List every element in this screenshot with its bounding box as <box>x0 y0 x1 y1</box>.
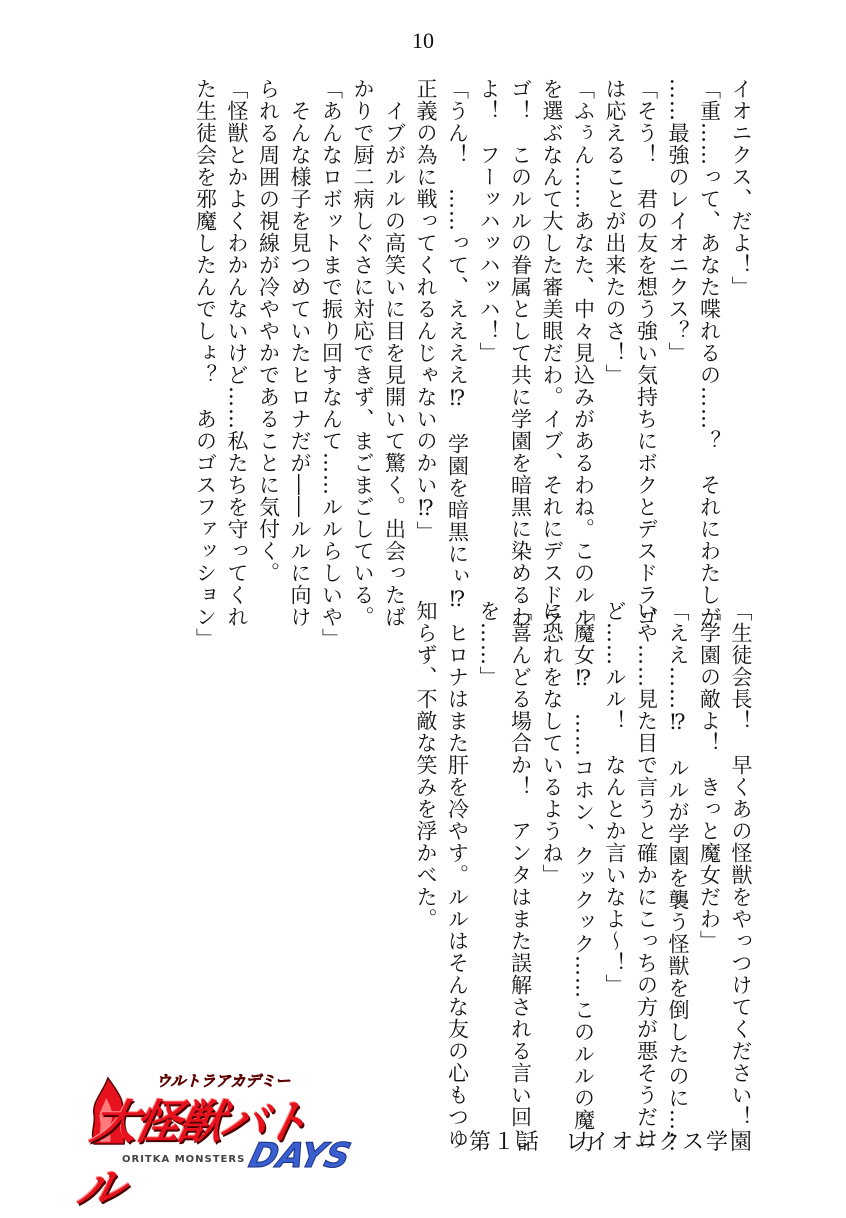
text-line: よ！ フーッハッハッハ！」 <box>477 78 501 364</box>
page-number: 10 <box>412 28 434 53</box>
logo-days-text: DAYS <box>245 1136 355 1176</box>
logo-main-text: 大怪獣バトル <box>72 1095 313 1215</box>
text-line: 「あんなロボットまで振り回すなんて……ルルらしいや」 <box>319 78 344 650</box>
text-line: は応えることが出来たのさ！」 <box>603 78 627 386</box>
text-line: 「生徒会長！ 早くあの怪獣をやっつけてください！」 <box>729 600 753 1150</box>
text-line: ゴ！ このルルの眷属として共に学園を暗黒に染めるわ <box>508 78 533 628</box>
text-line: 「学園の敵よ！ きっと魔女だわ」 <box>697 600 722 952</box>
text-line: を選ぶなんて大した審美眼だわ。イブ、それにデスドラ <box>540 78 564 628</box>
text-line: ど……ルル！ なんとか言いなよ～！」 <box>603 600 627 996</box>
text-line: 「怪獣とかよくわかんないけど……私たちを守ってくれ <box>225 78 249 628</box>
text-line: を……」 <box>477 600 501 688</box>
logo-sub-text: ORITKA MONSTERS <box>122 1154 246 1165</box>
text-line: 正義の為に戦ってくれるんじゃないのかい⁉」 <box>414 78 438 543</box>
logo-top-text: ウルトラアカデミー <box>156 1072 291 1090</box>
body-text-top <box>88 78 756 650</box>
text-line: られる周囲の視線が冷ややかであることに気付く。 <box>256 78 281 584</box>
text-line: に恐れをなしているようね」 <box>540 600 564 886</box>
text-line: ヒロナはまた肝を冷やす。ルルはそんな友の心もつゆ <box>445 600 470 1150</box>
text-line: 「そう！ 君の友を想う強い気持ちにボクとデスドラゴ <box>634 78 659 628</box>
text-line: そんな様子を見つめていたヒロナだが――ルルに向け <box>288 78 312 628</box>
text-line: イブがルルの高笑いに目を見開いて驚く。出会ったば <box>382 78 407 628</box>
text-line: 「ふぅん……あなた、中々見込みがあるわね。このルル <box>571 78 596 628</box>
text-line: 「うん！ ……って、ええええ⁉ 学園を暗黒にぃ⁉ <box>445 78 470 612</box>
text-line: イオニクス、だよ！」 <box>729 78 753 298</box>
text-line: かりで厨二病しぐさに対応できず、まごまごしている。 <box>351 78 375 628</box>
text-line: 「喜んどる場合か！ アンタはまた誤解される言い回し <box>508 600 533 1150</box>
text-line: 知らず、不敵な笑みを浮かべた。 <box>414 600 438 930</box>
chapter-title: 第１話 レイオニクス学園 <box>468 1130 754 1155</box>
series-logo <box>72 1070 355 1215</box>
text-line: 「ええ……⁉ ルルが学園を襲う怪獣を倒したのに…… <box>666 600 690 1153</box>
text-line: いや……見た目で言うと確かにこっちの方が悪そうだけ <box>634 600 659 1150</box>
text-line: 「魔女⁉ ……コホン、クックック……このルルの魔力 <box>571 600 596 1153</box>
text-line: た生徒会を邪魔したんでしょ？ あのゴスファッション」 <box>193 78 218 650</box>
text-line: ……最強のレイオニクス？」 <box>666 78 690 364</box>
text-line: 「重……って、あなた喋れるの……？ それにわたしが <box>697 78 722 628</box>
